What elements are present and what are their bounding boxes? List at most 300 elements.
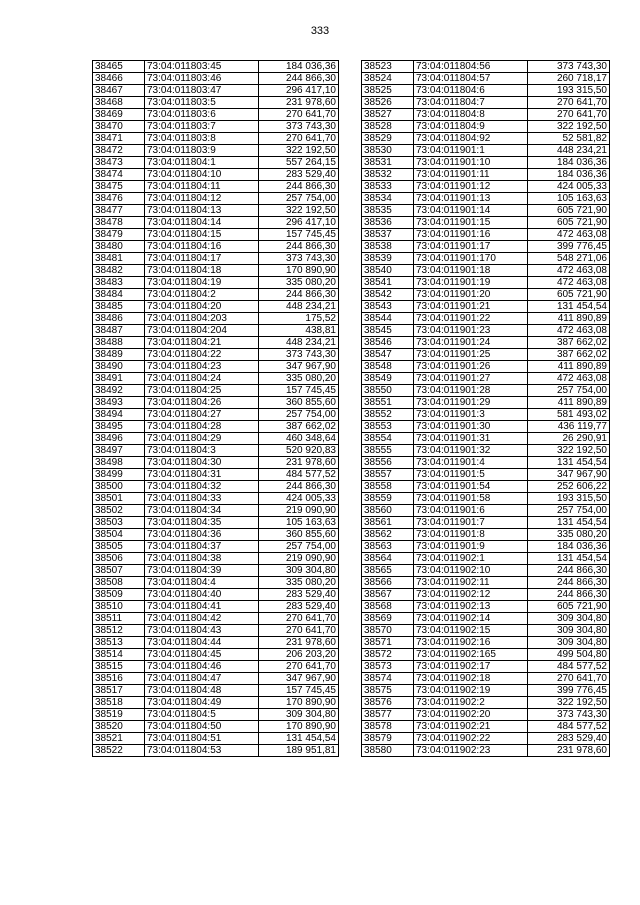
value-cell: 605 721,90 <box>528 601 610 613</box>
table-row <box>362 673 610 685</box>
value-cell: 347 967,90 <box>259 361 339 373</box>
row-number-cell: 38529 <box>362 133 414 145</box>
row-number-cell: 38486 <box>93 313 145 325</box>
cadastral-number-cell: 73:04:011804:18 <box>145 265 259 277</box>
cadastral-number-cell: 73:04:011804:36 <box>145 529 259 541</box>
value-cell: 283 529,40 <box>259 601 339 613</box>
row-number-cell: 38466 <box>93 73 145 85</box>
cadastral-number-cell: 73:04:011901:170 <box>414 253 528 265</box>
row-number-cell: 38530 <box>362 145 414 157</box>
cadastral-number-cell: 73:04:011902:18 <box>414 673 528 685</box>
table-row <box>362 457 610 469</box>
row-number-cell: 38488 <box>93 337 145 349</box>
table-row <box>362 721 610 733</box>
cadastral-number-cell: 73:04:011902:10 <box>414 565 528 577</box>
row-number-cell: 38510 <box>93 601 145 613</box>
row-number-cell: 38561 <box>362 517 414 529</box>
row-number-cell: 38539 <box>362 253 414 265</box>
table-row <box>362 121 610 133</box>
value-cell: 438,81 <box>259 325 339 337</box>
cadastral-number-cell: 73:04:011804:9 <box>414 121 528 133</box>
table-row <box>93 589 339 601</box>
value-cell: 252 606,22 <box>528 481 610 493</box>
table-row <box>93 313 339 325</box>
value-cell: 460 348,64 <box>259 433 339 445</box>
table-row <box>93 277 339 289</box>
table-row <box>93 661 339 673</box>
value-cell: 175,52 <box>259 313 339 325</box>
value-cell: 257 754,00 <box>259 541 339 553</box>
cadastral-number-cell: 73:04:011804:22 <box>145 349 259 361</box>
value-cell: 170 890,90 <box>259 697 339 709</box>
table-row <box>362 637 610 649</box>
value-cell: 309 304,80 <box>528 637 610 649</box>
value-cell: 244 866,30 <box>259 181 339 193</box>
value-cell: 270 641,70 <box>528 97 610 109</box>
value-cell: 335 080,20 <box>259 277 339 289</box>
table-row <box>362 493 610 505</box>
table-row <box>93 217 339 229</box>
row-number-cell: 38476 <box>93 193 145 205</box>
row-number-cell: 38553 <box>362 421 414 433</box>
row-number-cell: 38578 <box>362 721 414 733</box>
row-number-cell: 38520 <box>93 721 145 733</box>
table-row <box>93 721 339 733</box>
table-row <box>362 613 610 625</box>
cadastral-number-cell: 73:04:011901:31 <box>414 433 528 445</box>
table-row <box>362 409 610 421</box>
cadastral-number-cell: 73:04:011804:4 <box>145 577 259 589</box>
cadastral-number-cell: 73:04:011901:28 <box>414 385 528 397</box>
cadastral-number-cell: 73:04:011902:16 <box>414 637 528 649</box>
value-cell: 231 978,60 <box>259 97 339 109</box>
row-number-cell: 38555 <box>362 445 414 457</box>
value-cell: 244 866,30 <box>259 289 339 301</box>
table-row <box>93 109 339 121</box>
table-row <box>93 637 339 649</box>
row-number-cell: 38535 <box>362 205 414 217</box>
value-cell: 219 090,90 <box>259 553 339 565</box>
row-number-cell: 38483 <box>93 277 145 289</box>
row-number-cell: 38472 <box>93 145 145 157</box>
table-row <box>362 205 610 217</box>
cadastral-number-cell: 73:04:011902:23 <box>414 745 528 757</box>
cadastral-number-cell: 73:04:011901:58 <box>414 493 528 505</box>
cadastral-number-cell: 73:04:011804:51 <box>145 733 259 745</box>
row-number-cell: 38574 <box>362 673 414 685</box>
cadastral-number-cell: 73:04:011901:16 <box>414 229 528 241</box>
row-number-cell: 38514 <box>93 649 145 661</box>
table-row <box>362 565 610 577</box>
cadastral-number-cell: 73:04:011901:10 <box>414 157 528 169</box>
table-row <box>93 733 339 745</box>
value-cell: 193 315,50 <box>528 85 610 97</box>
cadastral-number-cell: 73:04:011902:17 <box>414 661 528 673</box>
cadastral-number-cell: 73:04:011804:38 <box>145 553 259 565</box>
value-cell: 283 529,40 <box>259 589 339 601</box>
row-number-cell: 38546 <box>362 337 414 349</box>
row-number-cell: 38525 <box>362 85 414 97</box>
value-cell: 373 743,30 <box>528 709 610 721</box>
value-cell: 472 463,08 <box>528 277 610 289</box>
value-cell: 131 454,54 <box>259 733 339 745</box>
row-number-cell: 38493 <box>93 397 145 409</box>
cadastral-number-cell: 73:04:011901:9 <box>414 541 528 553</box>
value-cell: 244 866,30 <box>528 565 610 577</box>
row-number-cell: 38501 <box>93 493 145 505</box>
table-row <box>362 361 610 373</box>
row-number-cell: 38580 <box>362 745 414 757</box>
cadastral-number-cell: 73:04:011901:26 <box>414 361 528 373</box>
value-cell: 387 662,02 <box>528 349 610 361</box>
cadastral-number-cell: 73:04:011804:43 <box>145 625 259 637</box>
table-row <box>93 169 339 181</box>
table-row <box>93 529 339 541</box>
table-row <box>93 121 339 133</box>
table-row <box>93 601 339 613</box>
row-number-cell: 38518 <box>93 697 145 709</box>
row-number-cell: 38474 <box>93 169 145 181</box>
table-row <box>362 685 610 697</box>
table-row <box>362 169 610 181</box>
cadastral-number-cell: 73:04:011804:39 <box>145 565 259 577</box>
cadastral-number-cell: 73:04:011804:12 <box>145 193 259 205</box>
row-number-cell: 38487 <box>93 325 145 337</box>
value-cell: 270 641,70 <box>259 133 339 145</box>
value-cell: 322 192,50 <box>528 445 610 457</box>
row-number-cell: 38505 <box>93 541 145 553</box>
row-number-cell: 38538 <box>362 241 414 253</box>
cadastral-number-cell: 73:04:011804:45 <box>145 649 259 661</box>
table-row <box>362 397 610 409</box>
cadastral-number-cell: 73:04:011804:37 <box>145 541 259 553</box>
cadastral-number-cell: 73:04:011803:6 <box>145 109 259 121</box>
cadastral-number-cell: 73:04:011804:2 <box>145 289 259 301</box>
cadastral-number-cell: 73:04:011804:31 <box>145 469 259 481</box>
cadastral-number-cell: 73:04:011804:13 <box>145 205 259 217</box>
table-row <box>362 241 610 253</box>
value-cell: 484 577,52 <box>528 661 610 673</box>
cadastral-number-cell: 73:04:011901:19 <box>414 277 528 289</box>
cadastral-number-cell: 73:04:011803:7 <box>145 121 259 133</box>
cadastral-number-cell: 73:04:011803:5 <box>145 97 259 109</box>
table-row <box>362 505 610 517</box>
row-number-cell: 38547 <box>362 349 414 361</box>
value-cell: 157 745,45 <box>259 385 339 397</box>
value-cell: 347 967,90 <box>259 673 339 685</box>
table-row <box>362 745 610 757</box>
table-row <box>362 145 610 157</box>
cadastral-number-cell: 73:04:011803:47 <box>145 85 259 97</box>
row-number-cell: 38554 <box>362 433 414 445</box>
cadastral-number-cell: 73:04:011901:25 <box>414 349 528 361</box>
row-number-cell: 38482 <box>93 265 145 277</box>
row-number-cell: 38495 <box>93 421 145 433</box>
cadastral-number-cell: 73:04:011804:17 <box>145 253 259 265</box>
table-row <box>93 145 339 157</box>
table-row <box>362 481 610 493</box>
value-cell: 270 641,70 <box>259 109 339 121</box>
table-row <box>362 625 610 637</box>
table-row <box>362 61 610 73</box>
value-cell: 184 036,36 <box>528 157 610 169</box>
row-number-cell: 38479 <box>93 229 145 241</box>
value-cell: 472 463,08 <box>528 373 610 385</box>
row-number-cell: 38545 <box>362 325 414 337</box>
table-row <box>93 673 339 685</box>
cadastral-number-cell: 73:04:011804:35 <box>145 517 259 529</box>
table-row <box>93 385 339 397</box>
right-register-table <box>361 60 610 757</box>
cadastral-number-cell: 73:04:011804:49 <box>145 697 259 709</box>
row-number-cell: 38513 <box>93 637 145 649</box>
table-row <box>93 649 339 661</box>
cadastral-number-cell: 73:04:011804:7 <box>414 97 528 109</box>
value-cell: 424 005,33 <box>528 181 610 193</box>
cadastral-number-cell: 73:04:011803:45 <box>145 61 259 73</box>
table-row <box>362 577 610 589</box>
table-row <box>362 553 610 565</box>
page-number: 333 <box>310 25 330 37</box>
table-row <box>362 109 610 121</box>
cadastral-number-cell: 73:04:011902:15 <box>414 625 528 637</box>
cadastral-number-cell: 73:04:011804:32 <box>145 481 259 493</box>
row-number-cell: 38549 <box>362 373 414 385</box>
row-number-cell: 38558 <box>362 481 414 493</box>
row-number-cell: 38521 <box>93 733 145 745</box>
table-row <box>362 385 610 397</box>
value-cell: 270 641,70 <box>528 673 610 685</box>
value-cell: 605 721,90 <box>528 205 610 217</box>
table-row <box>93 457 339 469</box>
cadastral-number-cell: 73:04:011804:56 <box>414 61 528 73</box>
value-cell: 257 754,00 <box>259 193 339 205</box>
table-row <box>93 361 339 373</box>
cadastral-number-cell: 73:04:011902:1 <box>414 553 528 565</box>
value-cell: 424 005,33 <box>259 493 339 505</box>
cadastral-number-cell: 73:04:011804:11 <box>145 181 259 193</box>
value-cell: 296 417,10 <box>259 217 339 229</box>
value-cell: 499 504,80 <box>528 649 610 661</box>
row-number-cell: 38531 <box>362 157 414 169</box>
cadastral-number-cell: 73:04:011804:40 <box>145 589 259 601</box>
table-row <box>93 709 339 721</box>
table-row <box>362 181 610 193</box>
table-row <box>362 709 610 721</box>
table-row <box>362 421 610 433</box>
cadastral-number-cell: 73:04:011804:3 <box>145 445 259 457</box>
table-row <box>93 97 339 109</box>
value-cell: 219 090,90 <box>259 505 339 517</box>
value-cell: 270 641,70 <box>259 661 339 673</box>
cadastral-number-cell: 73:04:011901:8 <box>414 529 528 541</box>
cadastral-number-cell: 73:04:011804:48 <box>145 685 259 697</box>
row-number-cell: 38557 <box>362 469 414 481</box>
table-row <box>93 349 339 361</box>
value-cell: 557 264,15 <box>259 157 339 169</box>
row-number-cell: 38572 <box>362 649 414 661</box>
row-number-cell: 38485 <box>93 301 145 313</box>
value-cell: 309 304,80 <box>528 625 610 637</box>
table-row <box>362 277 610 289</box>
value-cell: 436 119,77 <box>528 421 610 433</box>
value-cell: 131 454,54 <box>528 553 610 565</box>
value-cell: 131 454,54 <box>528 301 610 313</box>
cadastral-number-cell: 73:04:011804:14 <box>145 217 259 229</box>
row-number-cell: 38508 <box>93 577 145 589</box>
value-cell: 231 978,60 <box>259 637 339 649</box>
row-number-cell: 38498 <box>93 457 145 469</box>
value-cell: 260 718,17 <box>528 73 610 85</box>
table-row <box>362 73 610 85</box>
table-row <box>362 253 610 265</box>
value-cell: 373 743,30 <box>528 61 610 73</box>
row-number-cell: 38516 <box>93 673 145 685</box>
cadastral-number-cell: 73:04:011901:7 <box>414 517 528 529</box>
row-number-cell: 38560 <box>362 505 414 517</box>
value-cell: 581 493,02 <box>528 409 610 421</box>
table-row <box>93 289 339 301</box>
cadastral-number-cell: 73:04:011803:46 <box>145 73 259 85</box>
row-number-cell: 38511 <box>93 613 145 625</box>
row-number-cell: 38475 <box>93 181 145 193</box>
cadastral-number-cell: 73:04:011901:32 <box>414 445 528 457</box>
table-row <box>93 565 339 577</box>
cadastral-number-cell: 73:04:011902:2 <box>414 697 528 709</box>
table-row <box>362 697 610 709</box>
cadastral-number-cell: 73:04:011804:23 <box>145 361 259 373</box>
value-cell: 520 920,83 <box>259 445 339 457</box>
value-cell: 296 417,10 <box>259 85 339 97</box>
cadastral-number-cell: 73:04:011804:57 <box>414 73 528 85</box>
row-number-cell: 38522 <box>93 745 145 757</box>
table-row <box>93 241 339 253</box>
value-cell: 360 855,60 <box>259 529 339 541</box>
table-row <box>362 289 610 301</box>
value-cell: 170 890,90 <box>259 721 339 733</box>
cadastral-number-cell: 73:04:011804:10 <box>145 169 259 181</box>
row-number-cell: 38471 <box>93 133 145 145</box>
table-row <box>93 229 339 241</box>
row-number-cell: 38504 <box>93 529 145 541</box>
row-number-cell: 38507 <box>93 565 145 577</box>
table-row <box>362 133 610 145</box>
row-number-cell: 38496 <box>93 433 145 445</box>
cadastral-number-cell: 73:04:011901:21 <box>414 301 528 313</box>
cadastral-number-cell: 73:04:011901:18 <box>414 265 528 277</box>
cadastral-number-cell: 73:04:011804:19 <box>145 277 259 289</box>
row-number-cell: 38551 <box>362 397 414 409</box>
table-row <box>362 337 610 349</box>
value-cell: 270 641,70 <box>528 109 610 121</box>
row-number-cell: 38465 <box>93 61 145 73</box>
row-number-cell: 38532 <box>362 169 414 181</box>
value-cell: 131 454,54 <box>528 517 610 529</box>
cadastral-number-cell: 73:04:011901:23 <box>414 325 528 337</box>
row-number-cell: 38503 <box>93 517 145 529</box>
value-cell: 170 890,90 <box>259 265 339 277</box>
value-cell: 322 192,50 <box>528 121 610 133</box>
cadastral-number-cell: 73:04:011804:27 <box>145 409 259 421</box>
cadastral-number-cell: 73:04:011902:11 <box>414 577 528 589</box>
row-number-cell: 38540 <box>362 265 414 277</box>
value-cell: 472 463,08 <box>528 265 610 277</box>
cadastral-number-cell: 73:04:011901:20 <box>414 289 528 301</box>
value-cell: 309 304,80 <box>259 565 339 577</box>
cadastral-number-cell: 73:04:011902:165 <box>414 649 528 661</box>
cadastral-number-cell: 73:04:011804:41 <box>145 601 259 613</box>
table-row <box>362 217 610 229</box>
row-number-cell: 38490 <box>93 361 145 373</box>
value-cell: 206 203,20 <box>259 649 339 661</box>
value-cell: 244 866,30 <box>259 481 339 493</box>
cadastral-number-cell: 73:04:011804:15 <box>145 229 259 241</box>
cadastral-number-cell: 73:04:011901:29 <box>414 397 528 409</box>
cadastral-number-cell: 73:04:011803:9 <box>145 145 259 157</box>
row-number-cell: 38506 <box>93 553 145 565</box>
cadastral-number-cell: 73:04:011901:17 <box>414 241 528 253</box>
row-number-cell: 38544 <box>362 313 414 325</box>
table-row <box>362 157 610 169</box>
row-number-cell: 38517 <box>93 685 145 697</box>
value-cell: 244 866,30 <box>528 577 610 589</box>
row-number-cell: 38489 <box>93 349 145 361</box>
value-cell: 131 454,54 <box>528 457 610 469</box>
cadastral-number-cell: 73:04:011804:33 <box>145 493 259 505</box>
table-row <box>362 85 610 97</box>
row-number-cell: 38563 <box>362 541 414 553</box>
value-cell: 105 163,63 <box>528 193 610 205</box>
row-number-cell: 38534 <box>362 193 414 205</box>
value-cell: 347 967,90 <box>528 469 610 481</box>
table-row <box>93 193 339 205</box>
cadastral-number-cell: 73:04:011804:53 <box>145 745 259 757</box>
value-cell: 157 745,45 <box>259 685 339 697</box>
row-number-cell: 38528 <box>362 121 414 133</box>
value-cell: 335 080,20 <box>259 373 339 385</box>
table-row <box>362 445 610 457</box>
cadastral-number-cell: 73:04:011901:22 <box>414 313 528 325</box>
value-cell: 605 721,90 <box>528 289 610 301</box>
table-row <box>93 265 339 277</box>
left-table-body <box>93 61 339 757</box>
cadastral-number-cell: 73:04:011803:8 <box>145 133 259 145</box>
row-number-cell: 38571 <box>362 637 414 649</box>
table-row <box>93 745 339 757</box>
value-cell: 193 315,50 <box>528 493 610 505</box>
table-row <box>362 529 610 541</box>
row-number-cell: 38500 <box>93 481 145 493</box>
table-row <box>93 61 339 73</box>
row-number-cell: 38491 <box>93 373 145 385</box>
value-cell: 283 529,40 <box>259 169 339 181</box>
table-row <box>93 481 339 493</box>
value-cell: 283 529,40 <box>528 733 610 745</box>
cadastral-number-cell: 73:04:011901:24 <box>414 337 528 349</box>
table-row <box>93 421 339 433</box>
table-row <box>362 97 610 109</box>
value-cell: 257 754,00 <box>259 409 339 421</box>
row-number-cell: 38536 <box>362 217 414 229</box>
cadastral-number-cell: 73:04:011804:5 <box>145 709 259 721</box>
table-row <box>362 373 610 385</box>
table-row <box>93 205 339 217</box>
row-number-cell: 38569 <box>362 613 414 625</box>
table-row <box>93 73 339 85</box>
row-number-cell: 38523 <box>362 61 414 73</box>
table-row <box>362 589 610 601</box>
row-number-cell: 38497 <box>93 445 145 457</box>
